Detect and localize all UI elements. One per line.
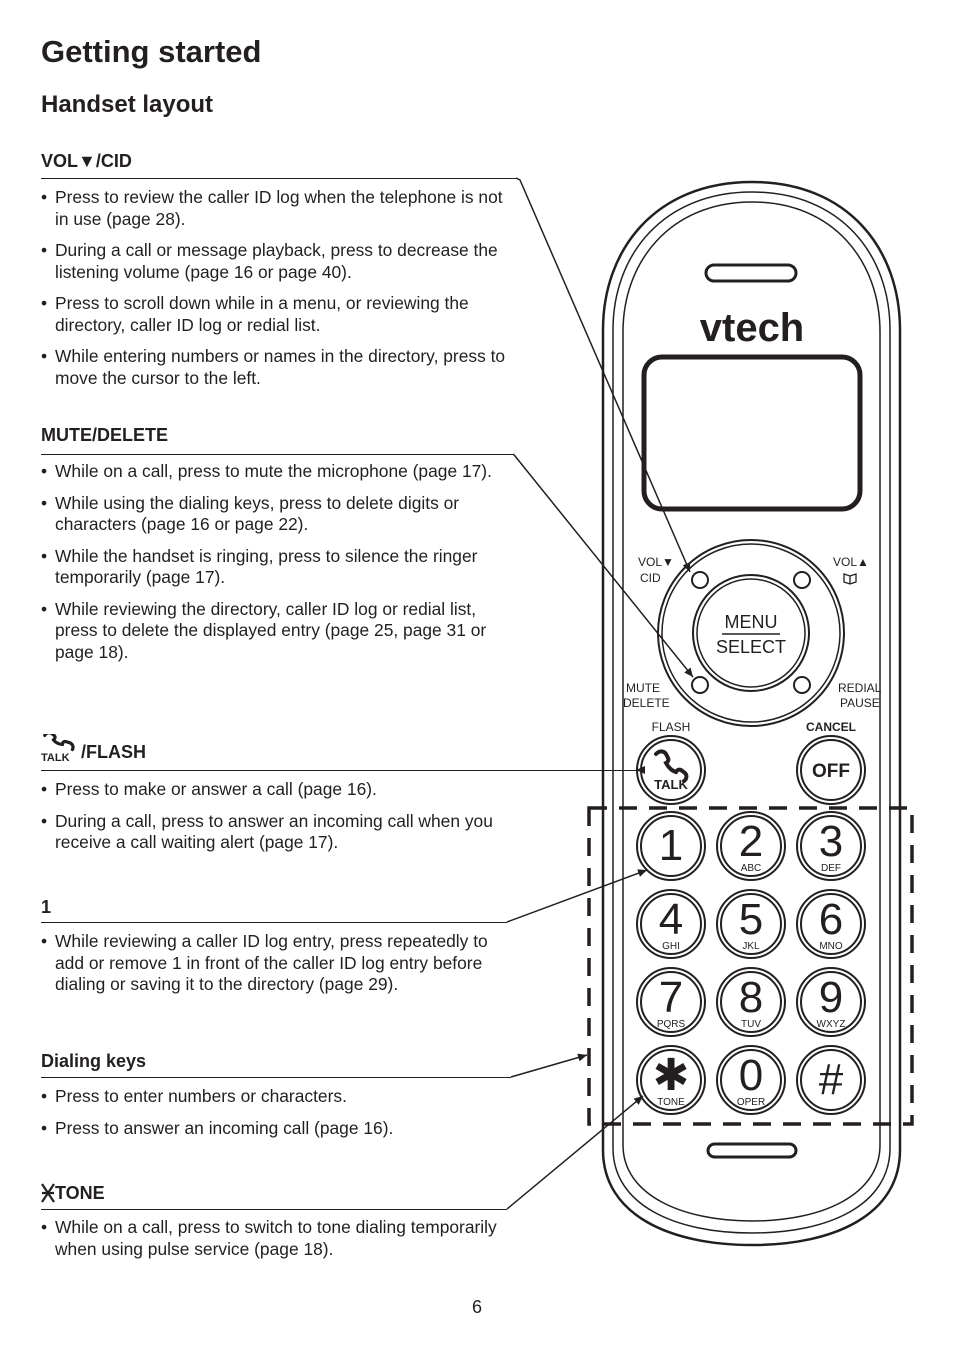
off-button[interactable] <box>797 736 865 804</box>
mute-label: MUTE <box>626 681 660 695</box>
cancel-label: CANCEL <box>806 720 856 734</box>
redial-label: REDIAL <box>838 681 882 695</box>
vol-up-button[interactable] <box>794 572 810 588</box>
key-one-title: 1 <box>41 897 52 917</box>
key-letters: GHI <box>662 941 680 952</box>
key-letters: DEF <box>821 863 841 874</box>
list-item: • Press to make or answer a call (page 16). <box>41 779 511 801</box>
key-digit: 7 <box>658 973 684 1022</box>
redial-button[interactable] <box>794 677 810 693</box>
dialing-keys-title: Dialing keys <box>41 1051 147 1071</box>
vol-down-button[interactable] <box>692 572 708 588</box>
keypad-key[interactable] <box>717 1046 785 1114</box>
directory-icon <box>844 574 856 584</box>
talk-flash-suffix: /FLASH <box>81 742 146 762</box>
key-letters: TONE <box>657 1097 685 1108</box>
key-digit: 8 <box>738 973 764 1022</box>
talk-label: TALK <box>654 777 688 792</box>
delete-label: DELETE <box>623 696 670 710</box>
microphone-icon <box>708 1144 796 1157</box>
list-item: • While entering numbers or names in the directory, press to move the cursor to the left. <box>41 346 511 389</box>
brand-logo: vtech <box>699 306 805 350</box>
callout-key-one <box>507 870 647 922</box>
key-digit: # <box>818 1055 844 1104</box>
vol-up-label: VOL▲ <box>833 555 869 569</box>
display-screen <box>644 357 860 509</box>
keypad-key[interactable] <box>717 812 785 880</box>
list-item: • During a call, press to answer an incoming call when you receive a call waiting alert (page 17). <box>41 811 511 854</box>
key-digit: 4 <box>658 895 684 944</box>
key-digit: 6 <box>818 895 844 944</box>
nav-ring[interactable] <box>658 540 844 726</box>
list-item: • Press to scroll down while in a menu, or reviewing the directory, caller ID log or redial list. <box>41 293 511 336</box>
list-item: • Press to enter numbers or characters. <box>41 1086 511 1108</box>
vol-down-label: VOL▼ <box>638 555 674 569</box>
mute-delete-title: MUTE/DELETE <box>41 425 169 445</box>
flash-label: FLASH <box>651 720 691 734</box>
off-label: OFF <box>812 761 850 782</box>
mute-button[interactable] <box>692 677 708 693</box>
callout-dialing-keys <box>511 1055 587 1077</box>
keypad-key[interactable] <box>797 812 865 880</box>
menu-select-button[interactable] <box>697 579 805 687</box>
key-digit: 9 <box>818 973 844 1022</box>
keypad-key[interactable] <box>797 890 865 958</box>
keypad-key[interactable] <box>797 1046 865 1114</box>
keypad-key[interactable] <box>797 968 865 1036</box>
key-digit: ✱ <box>652 1051 690 1100</box>
page-number: 6 <box>471 1297 482 1317</box>
key-digit: 0 <box>738 1051 764 1100</box>
key-letters: MNO <box>819 941 843 952</box>
keypad-key[interactable] <box>637 890 705 958</box>
talk-button[interactable] <box>637 736 705 804</box>
key-letters: WXYZ <box>816 1019 846 1030</box>
section-heading: Handset layout <box>41 91 214 118</box>
keypad-key[interactable] <box>717 968 785 1036</box>
key-letters: JKL <box>742 941 760 952</box>
keypad-key[interactable] <box>717 890 785 958</box>
cid-label: CID <box>640 571 661 585</box>
menu-label: MENU <box>724 612 778 632</box>
tone-suffix: TONE <box>55 1183 105 1203</box>
earpiece-icon <box>706 265 796 281</box>
list-item: • While on a call, press to switch to tone dialing temporarily when using pulse service (page 18). <box>41 1217 511 1260</box>
list-item: • While the handset is ringing, press to silence the ringer temporarily (page 17). <box>41 546 511 589</box>
keypad-key[interactable] <box>637 1046 705 1114</box>
key-letters: TUV <box>741 1019 761 1030</box>
select-label: SELECT <box>715 637 787 657</box>
key-digit: 3 <box>818 817 844 866</box>
pause-label: PAUSE <box>840 696 880 710</box>
key-letters: PQRS <box>656 1019 686 1030</box>
key-letters: OPER <box>736 1097 766 1108</box>
talk-icon-text: TALK <box>41 752 70 762</box>
list-item: • While reviewing a caller ID log entry, press repeatedly to add or remove 1 in front of the caller ID log entry before dialing or saving it to the directory (page 29). <box>41 931 511 996</box>
vol-cid-title: VOL▼/CID <box>41 151 132 171</box>
page-title: Getting started <box>41 34 262 69</box>
list-item: • Press to review the caller ID log when the telephone is not in use (page 28). <box>41 187 511 230</box>
list-item: • During a call or message playback, press to decrease the listening volume (page 16 or page 40). <box>41 240 511 283</box>
list-item: • While reviewing the directory, caller ID log or redial list, press to delete the displayed entry (page 25, page 31 or page 18). <box>41 599 511 664</box>
list-item: • While using the dialing keys, press to delete digits or characters (page 16 or page 22). <box>41 493 511 536</box>
keypad-key[interactable] <box>637 968 705 1036</box>
list-item: • Press to answer an incoming call (page 16). <box>41 1118 511 1140</box>
list-item: • While on a call, press to mute the microphone (page 17). <box>41 461 511 483</box>
key-letters: ABC <box>740 863 762 874</box>
key-digit: 5 <box>738 895 764 944</box>
callout-tone <box>507 1096 643 1209</box>
keypad-key[interactable] <box>637 812 705 880</box>
keypad <box>637 812 865 1114</box>
key-digit: 1 <box>658 821 684 870</box>
key-digit: 2 <box>738 817 764 866</box>
